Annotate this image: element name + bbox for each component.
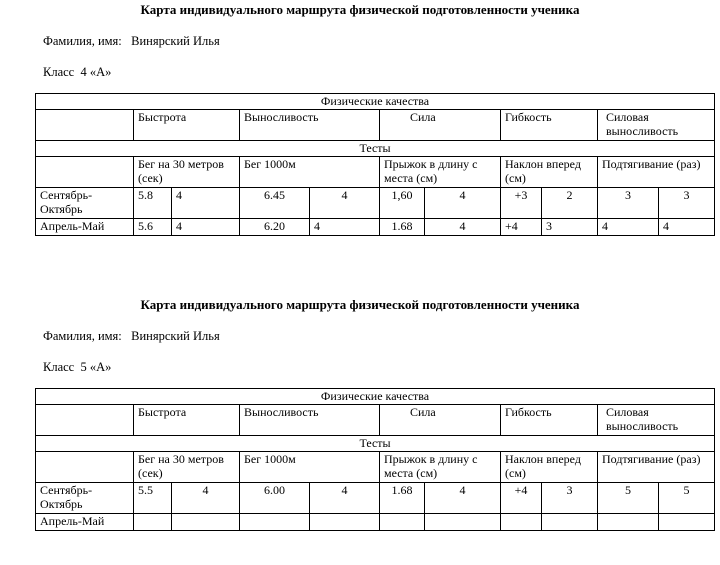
value-cell	[134, 514, 172, 531]
test-pull-ups: Подтягивание (раз)	[598, 452, 715, 483]
card-title: Карта индивидуального маршрута физической подготовленности ученика	[140, 2, 580, 17]
test-run-30: Бег на 30 метров (сек)	[134, 452, 240, 483]
value-cell: 5.8	[134, 188, 172, 219]
value-cell: +4	[501, 483, 542, 514]
value-cell: +3	[501, 188, 542, 219]
class-line: Класс 4 «А»	[43, 65, 112, 79]
value-cell	[542, 514, 598, 531]
qualities-header: Физические качества	[36, 389, 715, 405]
table-row	[36, 219, 715, 236]
value-cell: 1.68	[380, 219, 425, 236]
value-cell: 4	[425, 483, 501, 514]
period-cell: Сентябрь-Октябрь	[36, 188, 134, 219]
test-forward-bend: Наклон вперед (см)	[501, 452, 598, 483]
value-cell: 2	[542, 188, 598, 219]
value-cell	[310, 514, 380, 531]
value-cell	[425, 514, 501, 531]
value-cell: 4	[659, 219, 715, 236]
value-cell: 1.68	[380, 483, 425, 514]
empty-cell	[36, 110, 134, 141]
value-cell: 4	[425, 219, 501, 236]
value-cell	[240, 514, 310, 531]
table-row	[36, 514, 715, 531]
value-cell: 4	[310, 188, 380, 219]
test-long-jump: Прыжок в длину с места (см)	[380, 157, 501, 188]
value-cell: 4	[425, 188, 501, 219]
name-value: Винярский Илья	[131, 329, 220, 343]
value-cell: 4	[310, 483, 380, 514]
value-cell	[380, 514, 425, 531]
empty-cell	[36, 405, 134, 436]
value-cell: 6.00	[240, 483, 310, 514]
value-cell: 5	[598, 483, 659, 514]
value-cell: 1,60	[380, 188, 425, 219]
card-title: Карта индивидуального маршрута физической подготовленности ученика	[140, 297, 580, 312]
quality-strength: Сила	[380, 110, 501, 141]
results-table	[35, 93, 715, 236]
test-pull-ups: Подтягивание (раз)	[598, 157, 715, 188]
tests-header: Тесты	[36, 141, 715, 157]
value-cell: 6.20	[240, 219, 310, 236]
route-card-2	[0, 295, 720, 565]
value-cell	[598, 514, 659, 531]
name-line	[43, 34, 220, 49]
quality-endurance: Выносливость	[240, 405, 380, 436]
quality-strength-endurance: Силовая выносливость	[598, 405, 715, 436]
test-run-30: Бег на 30 метров (сек)	[134, 157, 240, 188]
period-cell: Апрель-Май	[36, 514, 134, 531]
value-cell	[501, 514, 542, 531]
quality-strength: Сила	[380, 405, 501, 436]
test-long-jump: Прыжок в длину с места (см)	[380, 452, 501, 483]
value-cell	[172, 514, 240, 531]
value-cell: 5.5	[134, 483, 172, 514]
period-cell: Апрель-Май	[36, 219, 134, 236]
route-card-1	[0, 0, 720, 270]
quality-endurance: Выносливость	[240, 110, 380, 141]
value-cell: 5	[659, 483, 715, 514]
test-run-1000: Бег 1000м	[240, 157, 380, 188]
value-cell: 3	[542, 219, 598, 236]
value-cell: 4	[172, 219, 240, 236]
value-cell: 5.6	[134, 219, 172, 236]
quality-flexibility: Гибкость	[501, 110, 598, 141]
value-cell: 3	[598, 188, 659, 219]
test-run-1000: Бег 1000м	[240, 452, 380, 483]
value-cell: 3	[542, 483, 598, 514]
quality-flexibility: Гибкость	[501, 405, 598, 436]
quality-speed: Быстрота	[134, 405, 240, 436]
table-row	[36, 483, 715, 514]
value-cell: 4	[310, 219, 380, 236]
value-cell: +4	[501, 219, 542, 236]
period-cell: Сентябрь-Октябрь	[36, 483, 134, 514]
name-label: Фамилия, имя:	[43, 34, 122, 48]
class-line: Класс 5 «А»	[43, 360, 112, 374]
name-value: Винярский Илья	[131, 34, 220, 48]
value-cell: 4	[172, 483, 240, 514]
quality-speed: Быстрота	[134, 110, 240, 141]
quality-strength-endurance: Силовая выносливость	[598, 110, 715, 141]
table-row	[36, 188, 715, 219]
results-table	[35, 388, 715, 531]
qualities-header: Физические качества	[36, 94, 715, 110]
value-cell: 4	[172, 188, 240, 219]
name-line	[43, 329, 220, 344]
empty-cell	[36, 452, 134, 483]
empty-cell	[36, 157, 134, 188]
value-cell: 4	[598, 219, 659, 236]
value-cell: 3	[659, 188, 715, 219]
value-cell	[659, 514, 715, 531]
tests-header: Тесты	[36, 436, 715, 452]
name-label: Фамилия, имя:	[43, 329, 122, 343]
value-cell: 6.45	[240, 188, 310, 219]
test-forward-bend: Наклон вперед (см)	[501, 157, 598, 188]
